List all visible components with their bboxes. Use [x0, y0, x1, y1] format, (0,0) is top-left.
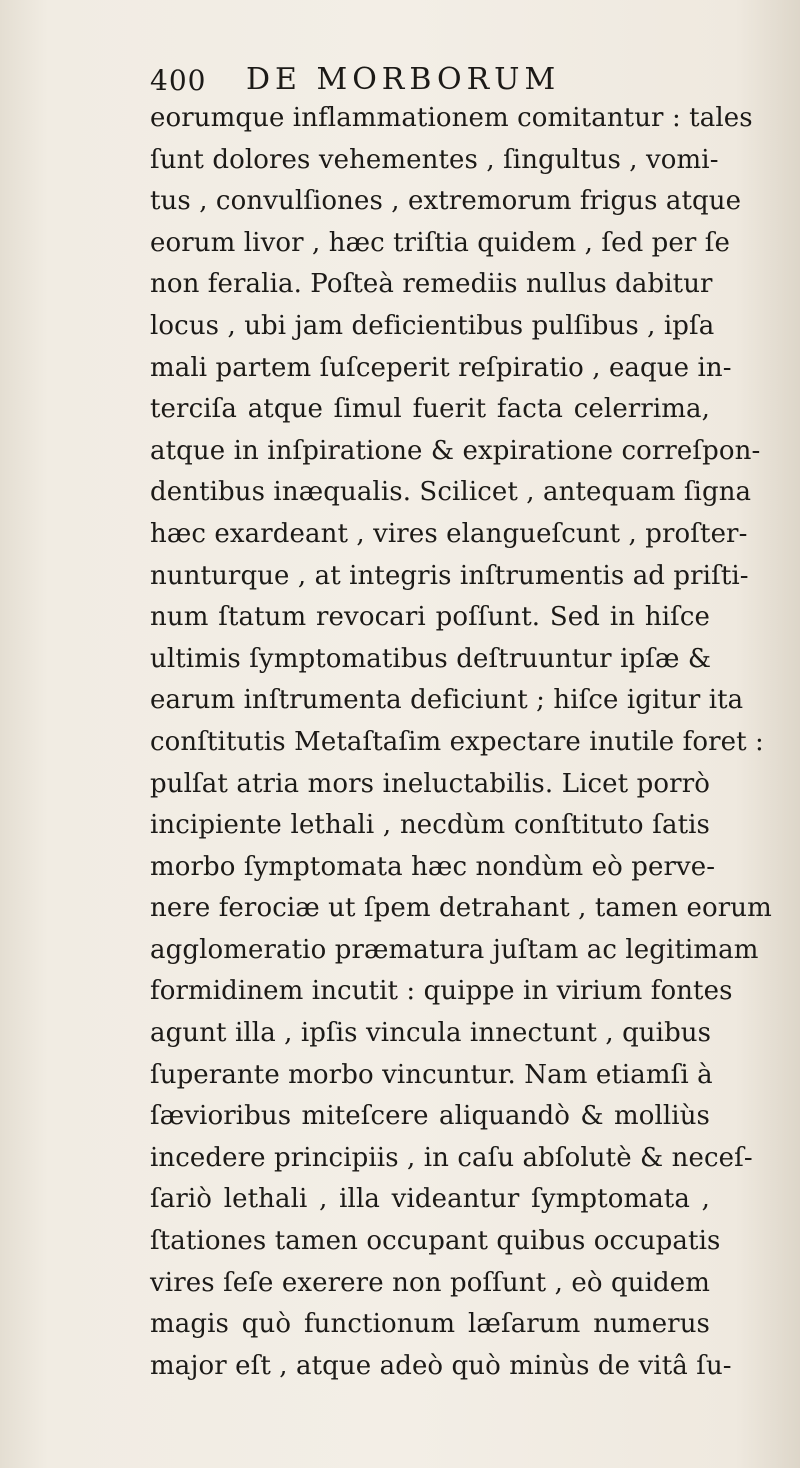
text-line: nunturque , at integris inſtrumentis ad priſti-	[150, 560, 749, 591]
text-line: agglomeratio præmatura juſtam ac legitimam	[150, 934, 759, 965]
text-line: eorumque inflammationem comitantur : tales	[150, 103, 753, 133]
text-line: earum inſtrumenta deficiunt ; hiſce igitur ita	[150, 685, 744, 716]
text-line: ultimis ſymptomatibus deſtruuntur ipſæ &	[150, 643, 712, 674]
text-line: pulſat atria mors ineluctabilis. Licet porrò	[150, 768, 710, 799]
text-line: non feralia. Poſteà remediis nullus dabitur	[150, 269, 713, 300]
text-line: mali partem ſuſceperit reſpiratio , eaque in-	[150, 352, 732, 383]
text-line: conſtitutis Metaſtaſim expectare inutile foret :	[150, 726, 764, 757]
text-line: num ſtatum revocari poſſunt. Sed in hiſce	[150, 602, 710, 633]
text-line: morbo ſymptomata hæc nondùm eò perve-	[150, 851, 716, 882]
text-line: nere ferociæ ut ſpem detrahant , tamen eorum	[150, 893, 772, 924]
text-line: terciſa atque ſimul fuerit facta celerrima,	[150, 394, 710, 425]
text-line: tus , convulſiones , extremorum frigus atque	[150, 186, 742, 217]
running-head: DE MORBORUM	[246, 62, 561, 97]
text-line: eorum livor , hæc triſtia quidem , ſed per ſe	[150, 227, 731, 258]
text-line: ſuperante morbo vincuntur. Nam etiamſi à	[150, 1059, 713, 1090]
text-line: ſævioribus miteſcere aliquandò & molliùs	[150, 1101, 710, 1132]
text-line: atque in inſpiratione & expiratione correſpon-	[150, 435, 761, 466]
body-text	[150, 98, 772, 1387]
text-line: ſunt dolores vehementes , ſingultus , vomi-	[150, 144, 719, 175]
text-line: ſariò lethali , illa videantur ſymptomata ,	[150, 1184, 710, 1215]
text-line: ſtationes tamen occupant quibus occupatis	[150, 1226, 721, 1257]
text-line: incedere principiis , in caſu abſolutè & neceſ-	[150, 1142, 753, 1173]
text-line: magis quò functionum læſarum numerus	[150, 1309, 710, 1340]
text-line: dentibus inæqualis. Scilicet , antequam ſigna	[150, 477, 752, 508]
text-line: incipiente lethali , necdùm conſtituto ſatis	[150, 810, 710, 841]
text-line: agunt illa , ipſis vincula innectunt , quibus	[150, 1018, 712, 1049]
text-line: vires ſeſe exerere non poſſunt , eò quidem	[150, 1267, 710, 1298]
text-line: formidinem incutit : quippe in virium fontes	[150, 976, 733, 1007]
page-number: 400	[150, 64, 207, 97]
text-line: major eſt , atque adeò quò minùs de vitâ ſu-	[150, 1350, 732, 1381]
text-line: locus , ubi jam deficientibus pulſibus , ipſa	[150, 310, 715, 341]
text-line: hæc exardeant , vires elanguеſcunt , proſter-	[150, 518, 748, 549]
